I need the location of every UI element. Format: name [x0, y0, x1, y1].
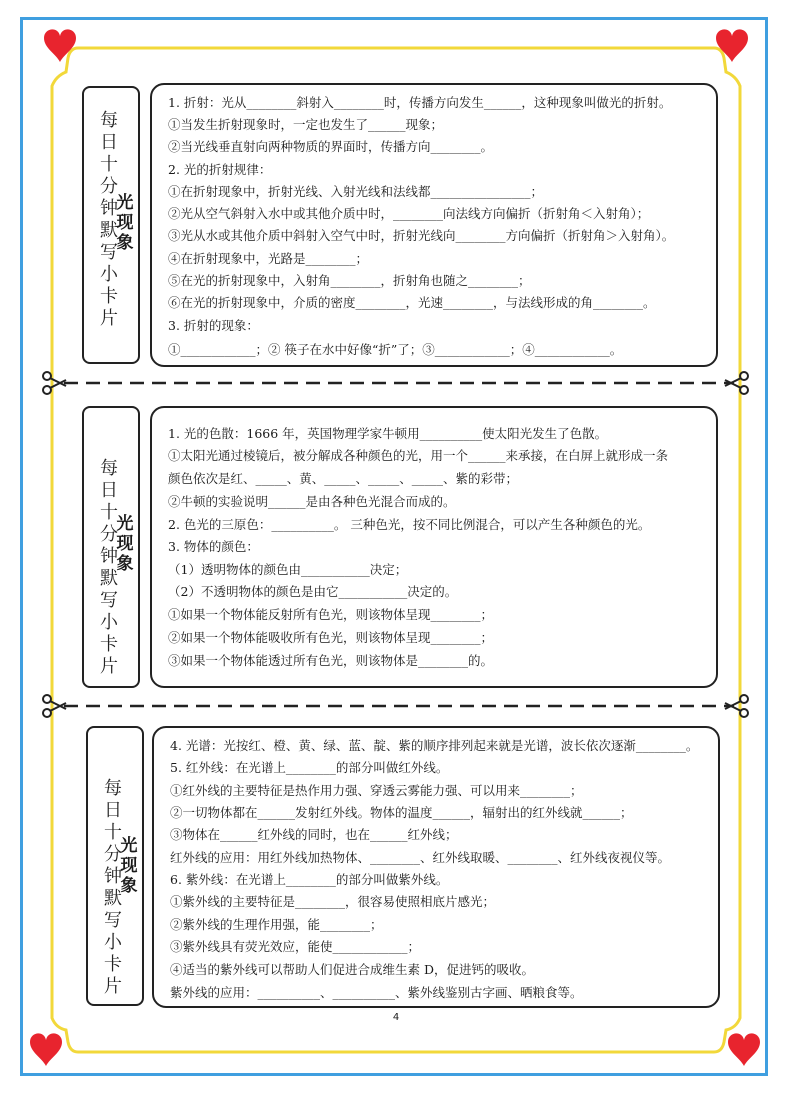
card1-line: ①____________；② 筷子在水中好像“折”了；③____________；④____________。 — [168, 342, 623, 357]
card2-line: 2. 色光的三原色：__________。 三种色光，按不同比例混合，可以产生各种颜色的光。 — [168, 517, 651, 532]
card2-line: （2）不透明物体的颜色是由它___________决定的。 — [168, 584, 458, 599]
page-number: 4 — [392, 1012, 400, 1023]
card1-line: ④在折射现象中，光路是________； — [168, 251, 369, 266]
card1-line: 1. 折射：光从________斜射入________时，传播方向发生______，这种现象叫做光的折射。 — [168, 95, 672, 110]
card2-line: ②如果一个物体能吸收所有色光，则该物体呈现________； — [168, 630, 494, 645]
scissors-icon — [43, 695, 66, 717]
card2-line: ①如果一个物体能反射所有色光，则该物体呈现________； — [168, 607, 494, 622]
card3-line: 6. 紫外线：在光谱上________的部分叫做紫外线。 — [170, 872, 449, 887]
card2-line: 1. 光的色散：1666 年，英国物理学家牛顿用__________使太阳光发生了色散。 — [168, 426, 608, 441]
side-label-main: 每 日 十 分 钟 默 写 小 卡 片 — [100, 458, 118, 677]
heart-icon — [716, 29, 748, 62]
side-label-card1 — [82, 86, 140, 364]
card1-line: ①在折射现象中，折射光线、入射光线和法线都________________； — [168, 184, 544, 199]
card3-line: ③紫外线具有荧光效应，能使____________； — [170, 939, 421, 954]
card1-line: 3. 折射的现象： — [168, 318, 259, 333]
heart-icon — [728, 1033, 760, 1066]
card3-line: ①紫外线的主要特征是________，很容易使照相底片感光； — [170, 894, 496, 909]
side-label-title: 光 现 象 — [116, 514, 134, 574]
card3-line: 5. 红外线：在光谱上________的部分叫做红外线。 — [170, 760, 449, 775]
card2-line: 颜色依次是红、_____、黄、_____、_____、_____、紫的彩带； — [168, 471, 519, 486]
side-label-main: 每 日 十 分 钟 默 写 小 卡 片 — [104, 778, 122, 997]
card3-line: 红外线的应用：用红外线加热物体、________、红外线取暖、________、红外线夜视仪等。 — [170, 850, 671, 865]
card2-line: ①太阳光通过棱镜后，被分解成各种颜色的光，用一个______来承接，在白屏上就形成一条 — [168, 448, 669, 463]
side-label-title: 光 现 象 — [120, 836, 138, 896]
content-box-card3 — [152, 726, 720, 1008]
side-label-card3 — [86, 726, 144, 1006]
card1-line: ⑤在光的折射现象中，入射角________，折射角也随之________； — [168, 273, 531, 288]
scissors-icon — [43, 372, 66, 394]
card3-line: ①红外线的主要特征是热作用力强、穿透云雾能力强、可以用来________； — [170, 783, 583, 798]
card1-line: ②光从空气斜射入水中或其他介质中时，________向法线方向偏折（折射角＜入射角）； — [168, 206, 650, 221]
side-label-main: 每 日 十 分 钟 默 写 小 卡 片 — [100, 110, 118, 329]
card1-line: ②当光线垂直射向两种物质的界面时，传播方向________。 — [168, 139, 494, 154]
card3-line: ④适当的紫外线可以帮助人们促进合成维生素 D，促进钙的吸收。 — [170, 962, 534, 977]
card2-line: ③如果一个物体能透过所有色光，则该物体是________的。 — [168, 653, 494, 668]
content-box-card1 — [150, 83, 718, 367]
side-label-title: 光 现 象 — [116, 193, 134, 253]
heart-icon — [30, 1033, 62, 1066]
card3-line: ②紫外线的生理作用强，能________； — [170, 917, 383, 932]
card3-line: 紫外线的应用：__________、__________、紫外线鉴别古字画、晒粮食等。 — [170, 985, 583, 1000]
card3-line: ②一切物体都在______发射红外线。物体的温度______，辐射出的红外线就______； — [170, 805, 633, 820]
card1-line: ③光从水或其他介质中斜射入空气中时，折射光线向________方向偏折（折射角＞入射角）。 — [168, 228, 675, 243]
card2-line: 3. 物体的颜色： — [168, 539, 259, 554]
card1-line: ⑥在光的折射现象中，介质的密度________，光速________，与法线形成的角________。 — [168, 295, 656, 310]
card3-line: ③物体在______红外线的同时，也在______红外线； — [170, 827, 458, 842]
card2-line: ②牛顿的实验说明______是由各种色光混合而成的。 — [168, 494, 456, 509]
card1-line: ①当发生折射现象时，一定也发生了______现象； — [168, 117, 444, 132]
heart-icon — [44, 29, 76, 62]
content-box-card2 — [150, 406, 718, 688]
side-label-card2 — [82, 406, 140, 688]
card1-line: 2. 光的折射规律： — [168, 162, 272, 177]
card2-line: （1）透明物体的颜色由___________决定； — [168, 562, 408, 577]
card3-line: 4. 光谱：光按红、橙、黄、绿、蓝、靛、紫的顺序排列起来就是光谱，波长依次逐渐________。 — [170, 738, 699, 753]
